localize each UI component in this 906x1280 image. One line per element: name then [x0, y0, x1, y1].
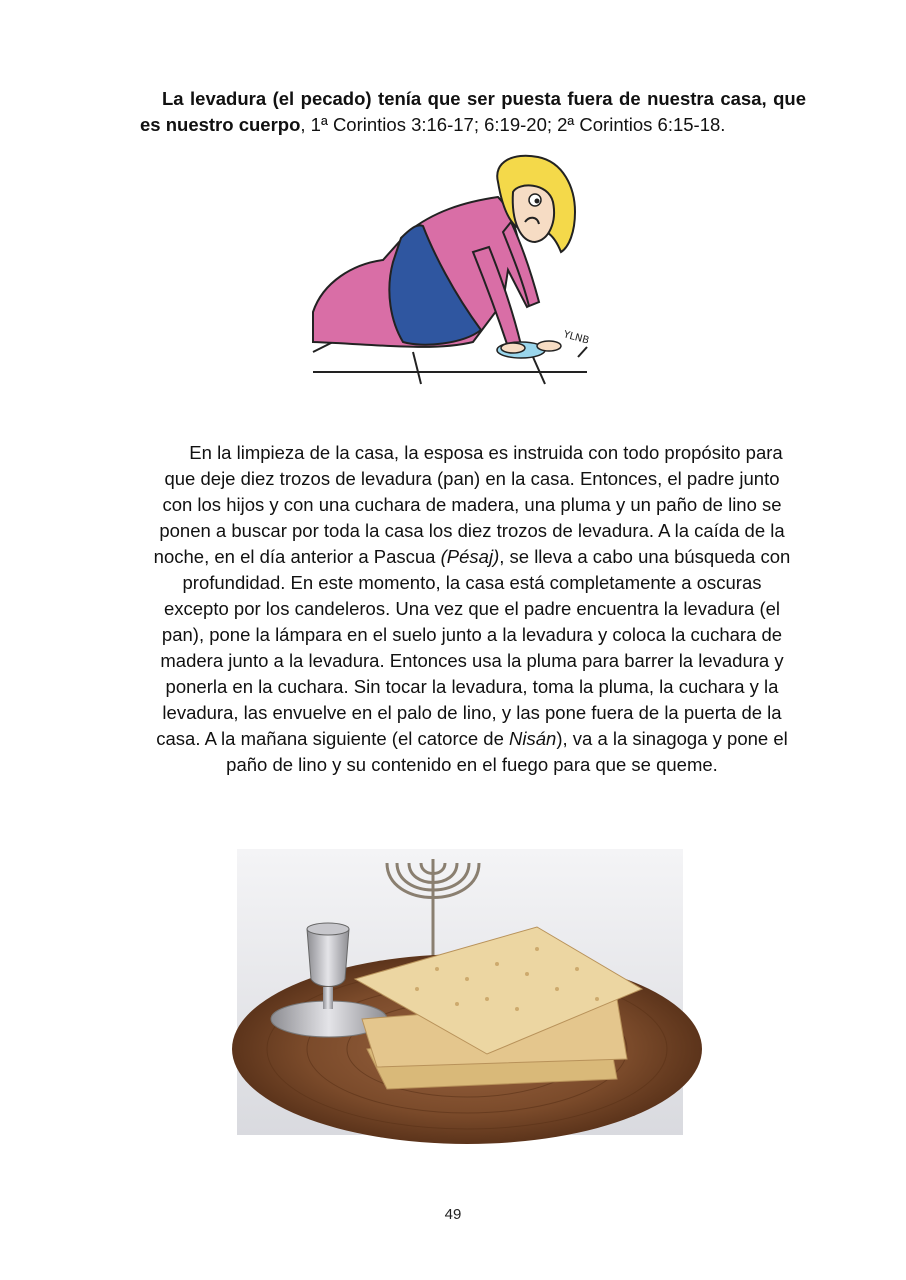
body-text: ), va a la sinagoga y pone el [556, 728, 788, 749]
intro-bold-text: La levadura (el pecado) tenía que ser puesta fuera de nuestra casa, que es nuestro cuerpo [140, 88, 806, 135]
body-line [142, 544, 802, 570]
body-line: ponerla en la cuchara. Sin tocar la levadura, toma la pluma, la cuchara y la [165, 676, 779, 697]
matzah-menorah-photo [237, 849, 683, 1135]
body-line: excepto por los candeleros. Una vez que el padre encuentra la levadura (el [163, 598, 781, 619]
hand-left [501, 343, 525, 353]
body-line: madera junto a la levadura. Entonces usa la pluma para barrer la levadura y [160, 650, 784, 671]
artist-signature: YLNB [562, 329, 591, 347]
body-line: En la limpieza de la casa, la esposa es instruida con todo propósito para [189, 442, 783, 463]
body-line: profundidad. En este momento, la casa está completamente a oscuras [182, 572, 762, 593]
intro-reference-text: , 1ª Corintios 3:16-17; 6:19-20; 2ª Corintios 6:15-18. [300, 114, 726, 135]
hand-right [537, 341, 561, 351]
body-line: que deje diez trozos de levadura (pan) en la casa. Entonces, el padre junto [164, 468, 780, 489]
body-paragraph [142, 440, 802, 778]
woman-cleaning-floor-illustration [313, 152, 591, 384]
page-number: 49 [444, 1206, 462, 1223]
body-line: ponen a buscar por toda la casa los diez trozos de levadura. A la caída de la [159, 520, 785, 541]
italic-term: (Pésaj) [440, 546, 500, 567]
body-line: pan), pone la lámpara en el suelo junto a la levadura y coloca la cuchara de [161, 624, 783, 645]
italic-term: Nisán [509, 728, 557, 749]
body-text: , se lleva a cabo una búsqueda con [499, 546, 791, 567]
body-line: paño de lino y su contenido en el fuego para que se queme. [226, 754, 718, 775]
intro-paragraph [140, 86, 806, 138]
body-text: noche, en el día anterior a Pascua [153, 546, 441, 567]
body-line: con los hijos y con una cuchara de madera, una pluma y un paño de lino se [162, 494, 782, 515]
body-line: levadura, las envuelve en el palo de lino, y las pone fuera de la puerta de la [162, 702, 782, 723]
body-line [142, 726, 802, 752]
body-text: casa. A la mañana siguiente (el catorce de [156, 728, 510, 749]
kiddush-cup [307, 929, 349, 987]
